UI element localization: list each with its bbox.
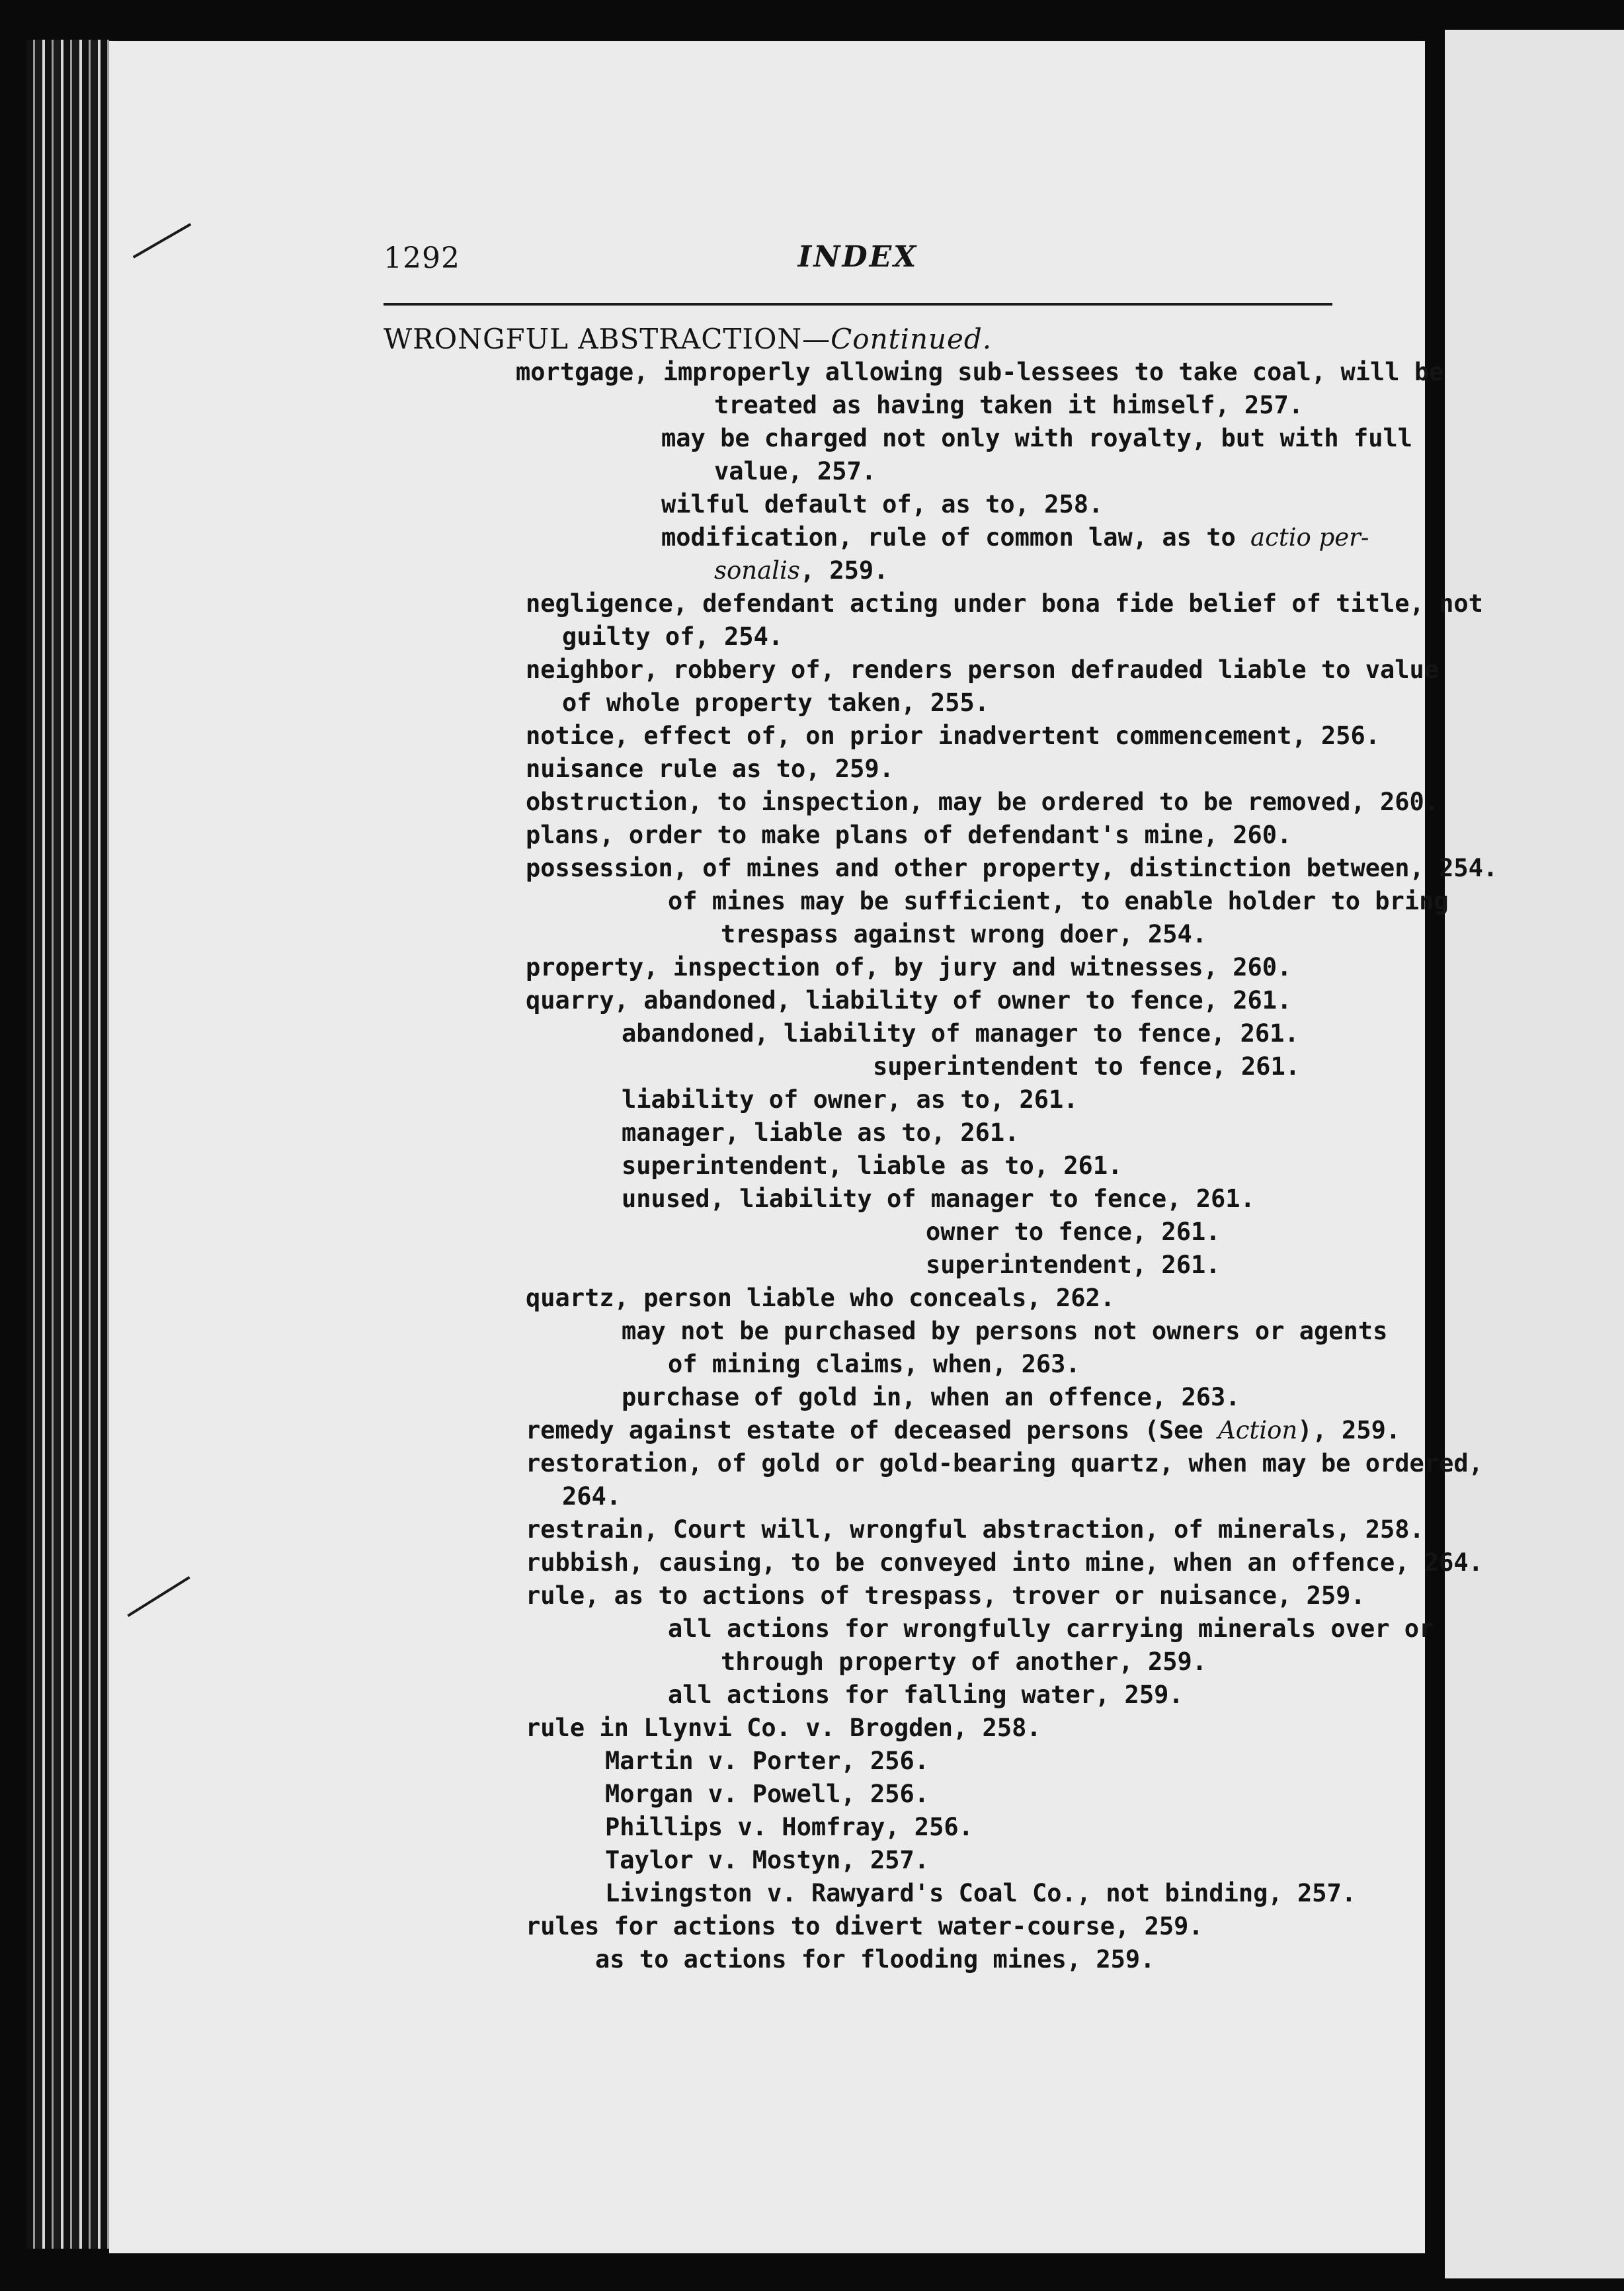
index-line-text: plans, order to make plans of defendant's mine, 260. bbox=[526, 821, 1292, 849]
index-line bbox=[384, 1612, 1434, 1645]
index-content bbox=[384, 323, 1498, 1976]
index-line-text: superintendent, 261. bbox=[926, 1251, 1221, 1279]
index-line bbox=[384, 1050, 1336, 1083]
index-line bbox=[384, 1579, 1365, 1612]
index-line-text: Phillips v. Homfray, 256. bbox=[605, 1813, 973, 1841]
index-line bbox=[384, 1149, 1336, 1183]
index-line-text: as to actions for flooding mines, 259. bbox=[595, 1945, 1155, 1974]
index-line-text: value, 257. bbox=[714, 457, 877, 485]
index-line-text: guilty of, 254. bbox=[562, 622, 784, 651]
index-line bbox=[384, 1844, 1336, 1877]
index-line bbox=[384, 1811, 1336, 1844]
index-line bbox=[384, 885, 1449, 918]
index-line bbox=[384, 1282, 1336, 1315]
index-line-text: superintendent to fence, 261. bbox=[873, 1052, 1301, 1081]
index-line bbox=[384, 1778, 1336, 1811]
index-line bbox=[384, 720, 1381, 753]
index-line bbox=[384, 1414, 1401, 1447]
index-line-text: may be charged not only with royalty, but with full bbox=[661, 424, 1413, 452]
index-line bbox=[384, 1645, 1336, 1679]
index-line-text: rule, as to actions of trespass, trover or nuisance, 259. bbox=[526, 1581, 1365, 1610]
index-line bbox=[384, 1679, 1336, 1712]
index-line bbox=[384, 1877, 1357, 1910]
index-line-text: notice, effect of, on prior inadvertent commencement, 256. bbox=[526, 722, 1381, 750]
index-line bbox=[384, 1447, 1483, 1480]
index-line-italic: sonalis bbox=[714, 556, 800, 585]
index-line-text: may not be purchased by persons not owners or agents bbox=[622, 1317, 1388, 1345]
index-line bbox=[384, 1249, 1336, 1282]
index-line-text: superintendent, liable as to, 261. bbox=[622, 1151, 1123, 1180]
index-line-text: rule in Llynvi Co. v. Brogden, 258. bbox=[526, 1714, 1041, 1742]
index-line bbox=[384, 1712, 1336, 1745]
index-line-text: manager, liable as to, 261. bbox=[622, 1118, 1020, 1147]
index-line bbox=[384, 687, 1336, 720]
facing-page-edge bbox=[1445, 30, 1624, 2278]
index-line-text: rubbish, causing, to be conveyed into mine, when an offence, 264. bbox=[526, 1548, 1483, 1577]
running-head: INDEX bbox=[797, 240, 918, 274]
index-line bbox=[384, 984, 1336, 1017]
index-line-italic: actio per- bbox=[1250, 523, 1369, 552]
index-line-text: restrain, Court will, wrongful abstraction, of minerals, 258. bbox=[526, 1515, 1424, 1544]
index-line bbox=[384, 918, 1336, 951]
index-line bbox=[384, 554, 1336, 587]
index-line-text: all actions for falling water, 259. bbox=[668, 1681, 1184, 1709]
index-line bbox=[384, 1381, 1336, 1414]
index-entries bbox=[384, 356, 1498, 1976]
index-line-text: of mining claims, when, 263. bbox=[668, 1350, 1080, 1378]
index-line-text: Martin v. Porter, 256. bbox=[605, 1747, 930, 1775]
index-line bbox=[384, 1480, 1336, 1513]
index-line bbox=[384, 1745, 1336, 1778]
index-line-text: quartz, person liable who conceals, 262. bbox=[526, 1284, 1116, 1312]
index-line-text: liability of owner, as to, 261. bbox=[622, 1085, 1078, 1114]
index-line bbox=[384, 455, 1336, 488]
margin-mark bbox=[133, 223, 192, 258]
index-line bbox=[384, 819, 1336, 852]
index-line bbox=[384, 521, 1369, 554]
index-line-suffix: , 259. bbox=[799, 556, 889, 585]
index-line-text: treated as having taken it himself, 257. bbox=[714, 391, 1304, 419]
index-line bbox=[384, 786, 1440, 819]
index-line-text: unused, liability of manager to fence, 261. bbox=[622, 1185, 1255, 1213]
index-line-text: wilful default of, as to, 258. bbox=[661, 490, 1104, 519]
index-line-text: through property of another, 259. bbox=[721, 1647, 1207, 1676]
index-line bbox=[384, 422, 1413, 455]
index-line bbox=[384, 1116, 1336, 1149]
index-line-text: 264. bbox=[562, 1482, 622, 1511]
index-line bbox=[384, 852, 1498, 885]
index-line-text: Morgan v. Powell, 256. bbox=[605, 1780, 930, 1808]
index-heading bbox=[384, 323, 1336, 356]
index-line bbox=[384, 1017, 1336, 1050]
index-line-text: abandoned, liability of manager to fence, 261. bbox=[622, 1019, 1299, 1048]
index-line bbox=[384, 1910, 1336, 1943]
index-line bbox=[384, 1943, 1336, 1976]
index-line bbox=[384, 753, 1336, 786]
page-header bbox=[384, 235, 1332, 311]
index-line bbox=[384, 1348, 1336, 1381]
index-heading-continued: Continued. bbox=[831, 323, 993, 355]
index-line bbox=[384, 1546, 1483, 1579]
index-line bbox=[384, 1315, 1388, 1348]
index-line-italic: Action bbox=[1217, 1416, 1298, 1444]
index-line-text: modification, rule of common law, as to bbox=[661, 523, 1251, 552]
index-line bbox=[384, 1513, 1424, 1546]
index-line bbox=[384, 1216, 1336, 1249]
index-line-text: Taylor v. Mostyn, 257. bbox=[605, 1846, 930, 1874]
header-rule bbox=[384, 303, 1332, 306]
index-line bbox=[384, 488, 1336, 521]
index-line-text: owner to fence, 261. bbox=[926, 1218, 1221, 1246]
index-heading-title: WRONGFUL ABSTRACTION— bbox=[384, 323, 831, 355]
index-line bbox=[384, 1183, 1336, 1216]
index-line-text: mortgage, improperly allowing sub-lessees to take coal, will be bbox=[516, 358, 1444, 386]
index-line bbox=[384, 356, 1444, 389]
index-line-text: all actions for wrongfully carrying minerals over or bbox=[668, 1614, 1434, 1643]
index-line-text: quarry, abandoned, liability of owner to fence, 261. bbox=[526, 986, 1292, 1015]
book-binding bbox=[26, 40, 112, 2249]
index-line bbox=[384, 951, 1336, 984]
index-line-text: trespass against wrong doer, 254. bbox=[721, 920, 1207, 948]
index-line-text: property, inspection of, by jury and witnesses, 260. bbox=[526, 953, 1292, 981]
index-line bbox=[384, 620, 1336, 653]
index-line-suffix: ), 259. bbox=[1297, 1416, 1401, 1444]
margin-mark bbox=[127, 1576, 190, 1617]
index-line bbox=[384, 653, 1440, 687]
index-line-text: Livingston v. Rawyard's Coal Co., not binding, 257. bbox=[605, 1879, 1357, 1907]
index-line-text: purchase of gold in, when an offence, 263. bbox=[622, 1383, 1240, 1411]
index-line bbox=[384, 1083, 1336, 1116]
index-line-text: neighbor, robbery of, renders person defrauded liable to value bbox=[526, 655, 1440, 684]
index-line-text: nuisance rule as to, 259. bbox=[526, 755, 894, 783]
index-line-text: restoration, of gold or gold-bearing quartz, when may be ordered, bbox=[526, 1449, 1483, 1478]
page-number: 1292 bbox=[384, 241, 460, 275]
index-line-text: negligence, defendant acting under bona fide belief of title, not bbox=[526, 589, 1483, 618]
index-line-text: rules for actions to divert water-course, 259. bbox=[526, 1912, 1203, 1940]
index-line-text: obstruction, to inspection, may be ordered to be removed, 260. bbox=[526, 788, 1440, 816]
index-line bbox=[384, 587, 1483, 620]
index-line-text: possession, of mines and other property, distinction between, 254. bbox=[526, 854, 1498, 882]
index-line-text: remedy against estate of deceased persons (See bbox=[526, 1416, 1218, 1444]
index-line bbox=[384, 389, 1336, 422]
index-line-text: of whole property taken, 255. bbox=[562, 688, 990, 717]
index-line-text: of mines may be sufficient, to enable holder to bring bbox=[668, 887, 1449, 915]
